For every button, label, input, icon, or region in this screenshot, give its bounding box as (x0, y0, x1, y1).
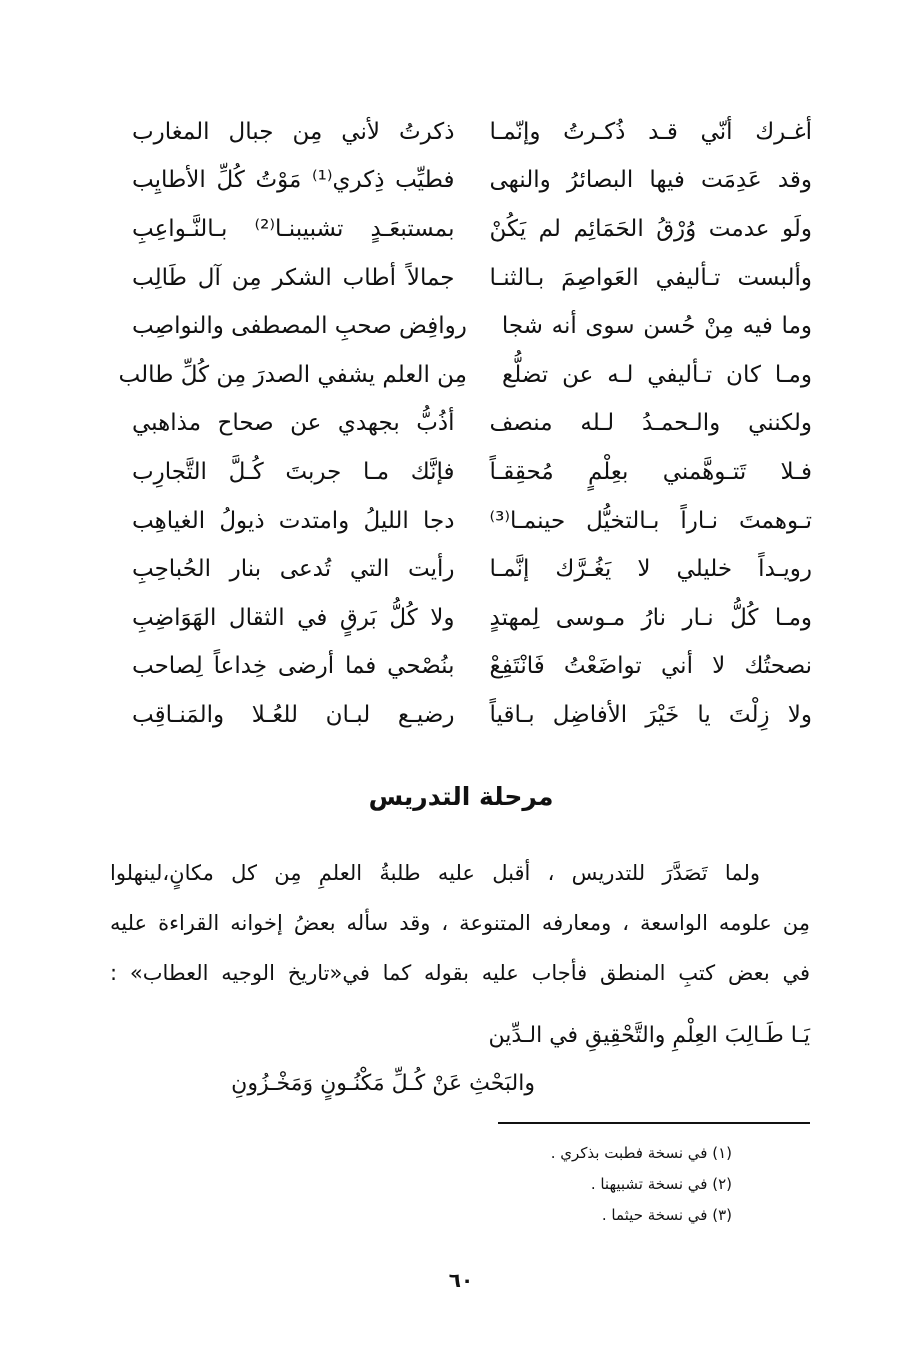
verse-second-hemistich: رضيـع لبـان للعُـلا والمَنـاقِب (132, 701, 455, 728)
poem-verse (132, 545, 812, 594)
verse-first-hemistich: أغـرك أنّي قـد ذُكـرتُ وإنّمـا (489, 118, 812, 145)
footnote: (٢) في نسخة تشبيهنا . (590, 1175, 732, 1193)
verse-second-hemistich: ذكرتُ لأني مِن جبال المغارب (132, 118, 455, 145)
page-number: ٦٠ (448, 1268, 474, 1292)
verse-first-hemistich: فـلا تَتـوهَّمني بعِلْمٍ مُحقِقـاً (489, 458, 812, 485)
verse-second-hemistich: جمالاً أطاب الشكر مِن آل طَالِب (132, 264, 455, 291)
verse-first-hemistich: ومـا كان تـأليفي لـه عن تضلُّع (502, 361, 812, 388)
poem-verse (132, 400, 812, 449)
verse-second-hemistich: دجا الليلُ وامتدت ذيولُ الغياهِب (132, 507, 455, 534)
poem-verse (132, 643, 812, 692)
verse-first-hemistich: وقد عَدِمَت فيها البصائرُ والنهى (489, 167, 812, 194)
quoted-verse-line: يَـا طَـالِبَ العِلْمِ والتَّحْقِيقِ في الـدِّين (488, 1023, 810, 1048)
poem-verse (118, 351, 812, 400)
poem (118, 108, 812, 740)
poem-verse (132, 205, 812, 254)
quoted-verse-line: والبَحْثِ عَنْ كُـلِّ مَكْنُـونٍ وَمَخْـزُونِ (231, 1071, 535, 1096)
body-paragraph (110, 848, 810, 998)
verse-first-hemistich: وألبست تـأليفي العَواصِمَ بـالثنـا (489, 264, 812, 291)
footnote-divider (498, 1122, 810, 1124)
verse-first-hemistich: وما فيه مِنْ حُسن سوى أنه شجا (501, 313, 812, 340)
poem-verse (132, 691, 812, 740)
verse-second-hemistich: بنُصْحي فما أرضى خِداعاً لِصاحب (132, 653, 455, 680)
verse-second-hemistich: رأيت التي تُدعى بنار الحُباحِبِ (132, 556, 455, 583)
verse-first-hemistich: تـوهمتَ نـاراً بـالتخيُّل حينمـا⁽³⁾ (489, 507, 812, 534)
poem-verse (132, 497, 812, 546)
verse-second-hemistich: روافِض صحبِ المصطفى والنواصِب (132, 313, 467, 340)
poem-verse (132, 157, 812, 206)
verse-first-hemistich: ولَو عدمت وُرْقُ الحَمَائِم لم يَكُنْ (489, 215, 812, 242)
verse-first-hemistich: رويـداً خليلي لا يَغُـرَّك إنَّمـا (489, 556, 812, 583)
verse-second-hemistich: أذُبُّ بجهدي عن صحاح مذاهبي (132, 410, 455, 437)
poem-verse (132, 594, 812, 643)
verse-second-hemistich: بمستبعَـدٍ تشبيبنـا⁽²⁾ بـالنَّـواعِبِ (132, 215, 455, 242)
verse-first-hemistich: ولكنني والـحمـدُ لـله منصف (489, 410, 812, 437)
verse-first-hemistich: ومـا كُلُّ نـار نارُ مـوسى لِمهتدٍ (489, 604, 812, 631)
section-title: مرحلة التدريس (368, 782, 554, 811)
poem-verse (132, 448, 812, 497)
footnotes (551, 1138, 732, 1231)
paragraph-line: في بعض كتبِ المنطق فأجاب عليه بقوله كما في«تاريخ الوجيه العطاب» : (110, 961, 810, 985)
verse-second-hemistich: فإنَّك مـا جربتَ كُـلَّ التَّجارِب (132, 458, 455, 485)
paragraph-line: مِن علومه الواسعة ، ومعارفه المتنوعة ، وقد سأله بعضُ إخوانه القراءة عليه (110, 911, 810, 935)
paragraph-line: ولما تَصَدَّرَ للتدريس ، أقبل عليه طلبةُ العلمِ مِن كل مكانٍ،لينهلوا (110, 861, 760, 885)
verse-second-hemistich: مِن العلم يشفي الصدرَ مِن كُلِّ طالب (118, 361, 467, 388)
quoted-verse (110, 1012, 810, 1108)
verse-first-hemistich: نصحتُك لا أني تواضَعْتُ فَانْتَفِعْ (489, 653, 812, 680)
footnote: (٣) في نسخة حيثما . (601, 1206, 732, 1224)
poem-verse (132, 254, 812, 303)
verse-second-hemistich: ولا كُلُّ بَرقٍ في الثقال الهَوَاضِبِ (132, 604, 455, 631)
poem-verse (132, 302, 812, 351)
footnote: (١) في نسخة فطبت بذكري . (550, 1144, 732, 1162)
poem-verse (132, 108, 812, 157)
verse-first-hemistich: ولا زِلْتَ يا خَيْرَ الأفاضِل بـاقياً (489, 701, 812, 728)
verse-second-hemistich: فطيِّب ذِكري⁽¹⁾ مَوْتُ كُلِّ الأطايِب (132, 167, 455, 194)
